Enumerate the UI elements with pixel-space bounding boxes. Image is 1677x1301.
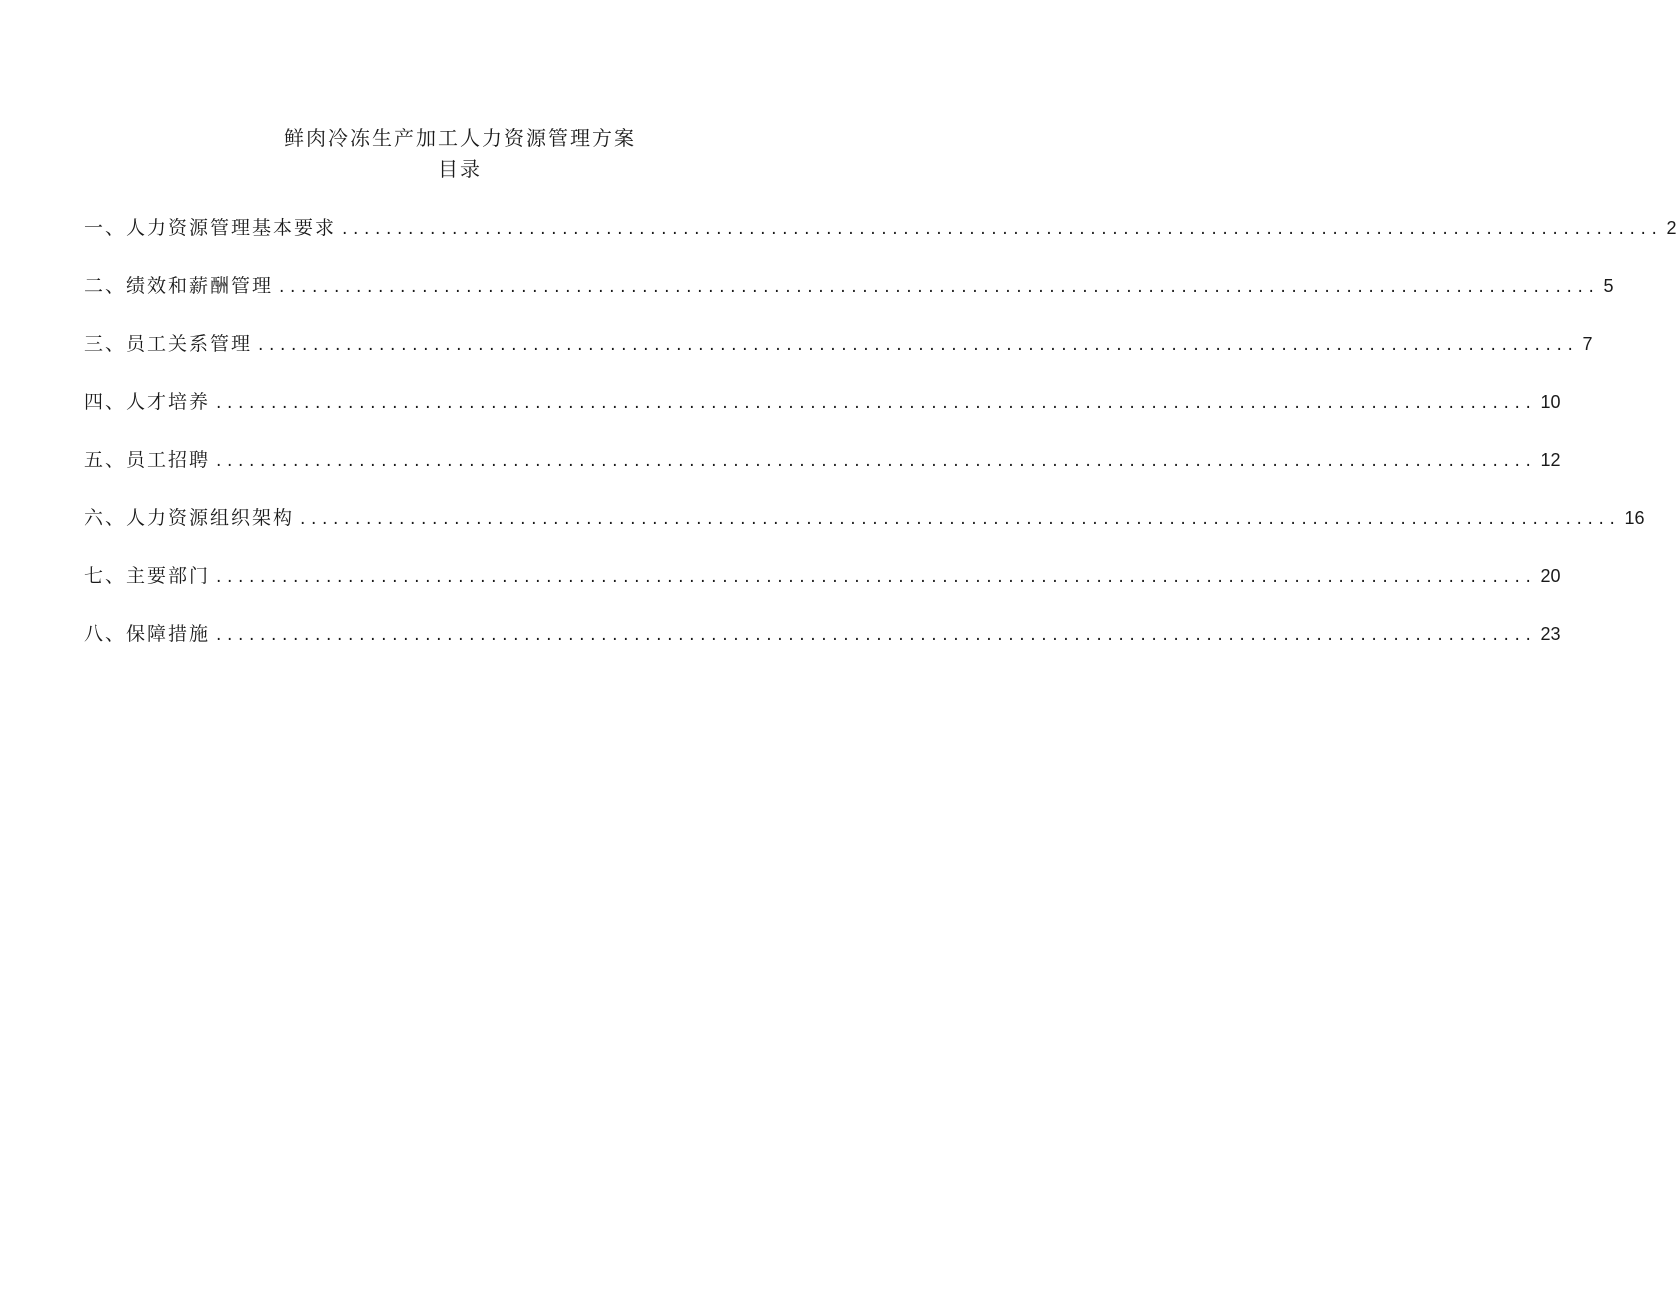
toc-entry[interactable]	[84, 328, 1593, 386]
toc-entry-label: 七、主要部门	[84, 565, 211, 587]
toc-dot-leader: ........................................................................................................................	[216, 451, 1537, 471]
toc-entry-label: 五、员工招聘	[84, 449, 211, 471]
toc-entry-label: 一、人力资源管理基本要求	[84, 217, 337, 239]
toc-entry-page: 7	[1582, 334, 1593, 354]
toc-entry-page: 10	[1540, 392, 1561, 412]
toc-entry-page: 20	[1540, 566, 1561, 586]
toc-entry[interactable]	[84, 270, 1614, 328]
toc-dot-leader: ........................................................................................................................	[342, 219, 1663, 239]
toc-dot-leader: ........................................................................................................................	[216, 567, 1537, 587]
toc-dot-leader: ........................................................................................................................	[279, 277, 1600, 297]
toc-entry-page: 16	[1624, 508, 1645, 528]
toc-entry-label: 四、人才培养	[84, 391, 211, 413]
table-of-contents	[84, 212, 1677, 676]
toc-heading: 目录	[438, 157, 482, 181]
toc-dot-leader: ........................................................................................................................	[216, 625, 1537, 645]
toc-entry-label: 三、员工关系管理	[84, 333, 253, 355]
toc-entry-label: 六、人力资源组织架构	[84, 507, 295, 529]
toc-entry[interactable]	[84, 618, 1561, 676]
toc-entry-page: 12	[1540, 450, 1561, 470]
toc-dot-leader: ........................................................................................................................	[216, 393, 1537, 413]
toc-entry[interactable]	[84, 444, 1561, 502]
toc-entry[interactable]	[84, 386, 1561, 444]
toc-entry[interactable]	[84, 502, 1645, 560]
toc-entry[interactable]	[84, 560, 1561, 618]
toc-entry-page: 23	[1540, 624, 1561, 644]
document-title: 鲜肉冷冻生产加工人力资源管理方案	[284, 126, 636, 150]
toc-entry-label: 八、保障措施	[84, 623, 211, 645]
toc-entry-label: 二、绩效和薪酬管理	[84, 275, 274, 297]
toc-dot-leader: ........................................................................................................................	[258, 335, 1579, 355]
toc-dot-leader: ........................................................................................................................	[300, 509, 1621, 529]
toc-entry-page: 2	[1666, 218, 1677, 238]
toc-entry[interactable]	[84, 212, 1677, 270]
toc-entry-page: 5	[1603, 276, 1614, 296]
